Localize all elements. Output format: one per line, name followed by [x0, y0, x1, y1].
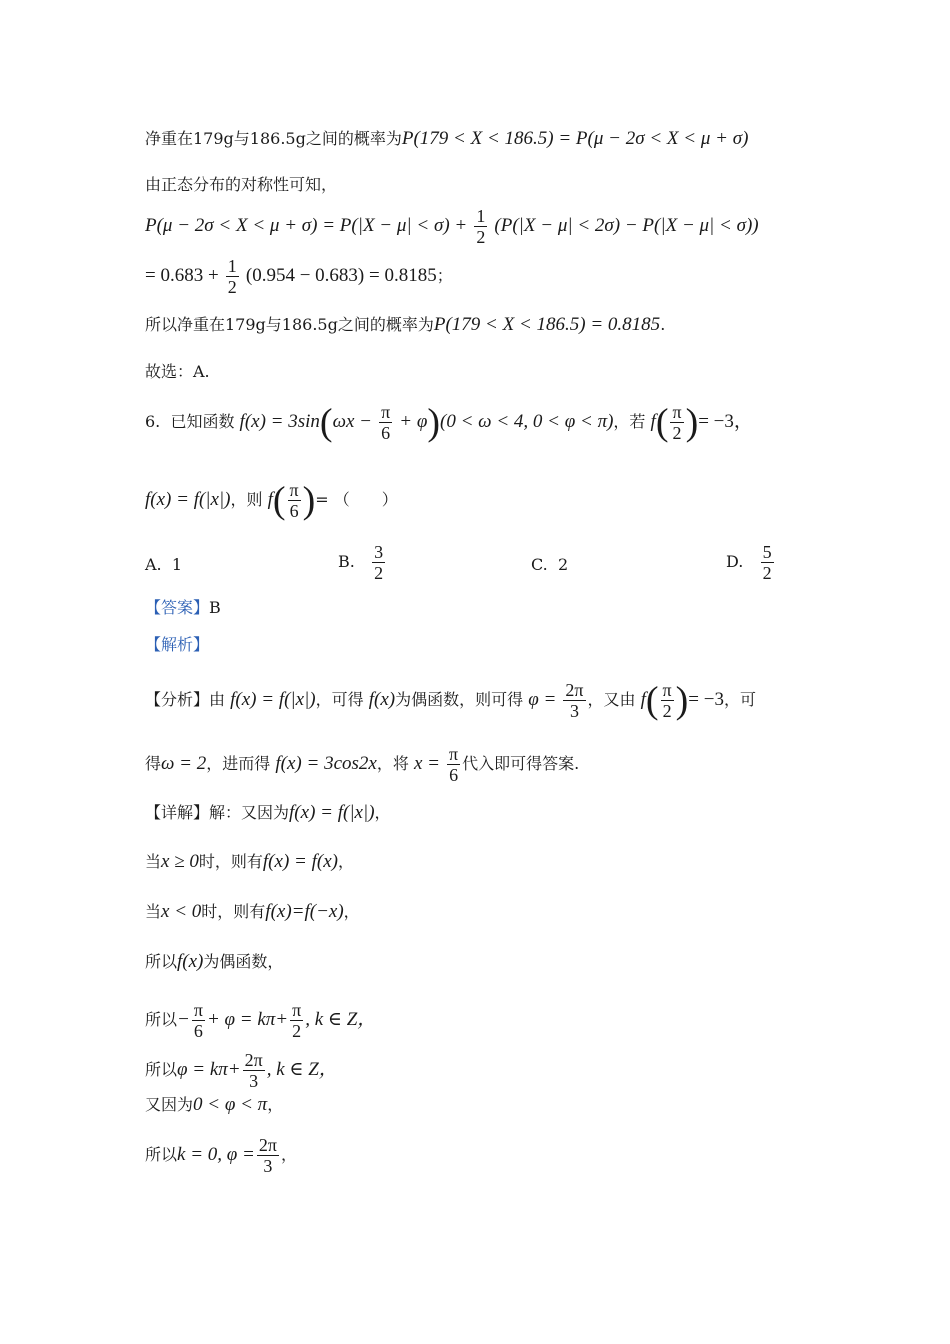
formula: x = [413, 753, 440, 774]
punct: ， [374, 803, 391, 822]
formula: ω = 2 [161, 753, 207, 774]
formula: f [650, 411, 656, 432]
question-6-condition [145, 480, 398, 521]
text: 所以净重在179g与186.5g之间的概率为 [145, 315, 434, 334]
punct: ， [337, 852, 354, 871]
text: 由 [209, 690, 226, 709]
formula: φ = [528, 689, 557, 710]
denominator: 2 [292, 1021, 302, 1041]
detail-line-2 [145, 851, 354, 873]
option-value: 1 [171, 555, 182, 574]
denominator: 2 [374, 563, 384, 583]
denominator: 3 [569, 701, 579, 721]
numerator: π [662, 680, 672, 700]
formula: ωx − [332, 411, 372, 432]
detail-line-5 [145, 1000, 376, 1041]
text: 已知函数 [170, 412, 235, 431]
condition: (0 < ω < 4, 0 < φ < π) [440, 411, 614, 432]
paren-open: ( [319, 401, 333, 444]
analysis-tag: 【解析】 [145, 635, 210, 654]
formula: f(x) = f(|x|) [145, 489, 231, 510]
denominator: 6 [381, 423, 391, 443]
option-d[interactable] [726, 542, 776, 583]
formula: f(x) [177, 951, 204, 972]
fraction-half [226, 256, 239, 297]
fraction-pi-2 [290, 1000, 303, 1041]
paren-open: ( [655, 401, 669, 444]
formula: 0 < φ < π [193, 1094, 268, 1115]
detail-line-1 [145, 802, 391, 824]
denominator: 2 [227, 277, 237, 297]
text: 净重在179g与186.5g之间的概率为 [145, 129, 402, 148]
fraction-pi-2 [670, 402, 683, 443]
denominator: 2 [476, 227, 486, 247]
text: ，又由 [587, 690, 636, 709]
option-label: D. [726, 552, 744, 571]
numerator: 5 [762, 542, 772, 562]
fraction-pi-6 [192, 1000, 205, 1041]
text: 当 [145, 902, 162, 921]
detail-line-8 [145, 1135, 297, 1176]
option-label: A. [145, 555, 162, 574]
paren-close: ) [685, 401, 699, 444]
text: ，若 [613, 412, 646, 431]
formula-part: (0.954 − 0.683) = 0.8185 [245, 265, 437, 286]
formula: f(x) = f(|x|) [289, 802, 375, 823]
line-probability-interval [145, 128, 748, 150]
option-value: 2 [557, 555, 569, 574]
formula: x < 0 [161, 901, 202, 922]
fraction-2pi-3 [563, 680, 585, 721]
line-probability-expansion [145, 206, 759, 247]
formula: , k ∈ Z， [266, 1059, 338, 1080]
line-conclusion [145, 314, 665, 336]
paren-close: ) [427, 401, 441, 444]
detail-line-4 [145, 951, 283, 973]
option-fraction [372, 542, 385, 583]
numerator: π [381, 402, 391, 422]
formula: f(x) = f(|x|) [230, 689, 316, 710]
formula-lhs: P(μ − 2σ < X < μ + σ) = P(|X − μ| < σ) + [145, 215, 468, 236]
detail-line-6 [145, 1050, 338, 1091]
text: 又因为 [145, 1095, 194, 1114]
question-number: 6. [145, 412, 161, 431]
answer-line [145, 597, 221, 619]
fraction-pi-6 [447, 744, 460, 785]
formula: k = 0, φ = [177, 1144, 255, 1165]
text: 得 [145, 754, 162, 773]
numerator: π [672, 402, 682, 422]
answer-value: B [209, 598, 221, 617]
fenxi-line-1 [145, 680, 756, 721]
line-choose-a: 故选：A. [145, 362, 210, 381]
line-symmetry: 由正态分布的对称性可知， [145, 175, 338, 194]
formula: = −3， [698, 411, 753, 432]
option-b[interactable] [338, 542, 387, 583]
formula: = −3 [688, 689, 724, 710]
detail-line-3 [145, 901, 360, 923]
denominator: 2 [762, 563, 772, 583]
formula: P(179 < X < 186.5) = 0.8185 [433, 314, 661, 335]
formula: + φ = kπ+ [206, 1009, 289, 1030]
text: ，将 [376, 754, 409, 773]
formula: φ = kπ+ [177, 1059, 241, 1080]
formula: f [267, 489, 273, 510]
punct: . [660, 315, 666, 334]
fraction-half [474, 206, 487, 247]
formula: f(x) [368, 689, 396, 710]
numerator: π [292, 1000, 302, 1020]
formula: f(x) = 3cos2x [275, 753, 377, 774]
option-a[interactable] [145, 554, 182, 576]
formula-rhs: (P(|X − μ| < 2σ) − P(|X − μ| < σ)) [494, 215, 759, 236]
numerator: π [449, 744, 459, 764]
text: 所以 [145, 1145, 178, 1164]
denominator: 2 [672, 423, 682, 443]
paren-close: ) [302, 479, 316, 522]
denominator: 6 [449, 765, 459, 785]
formula: − [177, 1009, 190, 1030]
fenxi-line-2 [145, 744, 579, 785]
formula: f(x) = 3sin [239, 411, 320, 432]
formula: f(x)=f(−x) [265, 901, 344, 922]
option-label: C. [531, 555, 548, 574]
text: 时，则有 [201, 902, 266, 921]
numerator: 1 [227, 256, 237, 276]
formula: f [640, 689, 646, 710]
text: ，则 [230, 490, 263, 509]
numerator: π [193, 1000, 203, 1020]
numerator: 1 [476, 206, 486, 226]
text: 解：又因为 [209, 803, 290, 822]
punct: ； [436, 266, 453, 285]
line-numeric-result [145, 256, 453, 297]
text: 为偶函数， [203, 952, 284, 971]
paren-close: ) [675, 679, 689, 722]
denominator: 6 [193, 1021, 203, 1041]
numerator: π [289, 480, 299, 500]
text: 为偶函数，则可得 [395, 690, 524, 709]
fraction-2pi-3 [243, 1050, 265, 1091]
denominator: 2 [662, 701, 672, 721]
denominator: 3 [263, 1156, 273, 1176]
text: ，进而得 [206, 754, 271, 773]
formula-part: = 0.683 + [145, 265, 219, 286]
formula: + φ [399, 411, 428, 432]
formula: x ≥ 0 [161, 851, 199, 872]
text: 所以 [145, 1060, 178, 1079]
text: 当 [145, 852, 162, 871]
paren-open: ( [272, 479, 286, 522]
text: = （ ） [315, 490, 398, 509]
fraction-pi-6 [288, 480, 301, 521]
numerator: 2π [258, 1135, 277, 1155]
paren-open: ( [645, 679, 659, 722]
text: ，可得 [315, 690, 364, 709]
denominator: 3 [249, 1071, 259, 1091]
text: 所以 [145, 1010, 178, 1029]
punct: ， [267, 1095, 284, 1114]
fraction-pi-6 [379, 402, 392, 443]
fraction-pi-2 [661, 680, 674, 721]
detail-tag: 【详解】 [145, 803, 210, 822]
denominator: 6 [289, 501, 299, 521]
text: ，可 [723, 690, 756, 709]
fenxi-tag: 【分析】 [145, 690, 210, 709]
formula: P(179 < X < 186.5) = P(μ − 2σ < X < μ + σ) [401, 128, 749, 149]
option-label: B. [338, 552, 355, 571]
detail-line-7 [145, 1094, 283, 1116]
punct: ， [343, 902, 360, 921]
punct: ， [280, 1145, 297, 1164]
text: 时，则有 [198, 852, 263, 871]
question-6-statement [145, 402, 753, 443]
text: 代入即可得答案. [462, 754, 580, 773]
option-fraction [761, 542, 774, 583]
numerator: 2π [565, 680, 584, 700]
formula: f(x) = f(x) [262, 851, 338, 872]
option-c[interactable] [531, 554, 568, 576]
fraction-2pi-3 [257, 1135, 279, 1176]
numerator: 3 [374, 542, 384, 562]
numerator: 2π [244, 1050, 263, 1070]
answer-tag: 【答案】 [145, 598, 210, 617]
formula: , k ∈ Z， [305, 1009, 377, 1030]
text: 所以 [145, 952, 178, 971]
